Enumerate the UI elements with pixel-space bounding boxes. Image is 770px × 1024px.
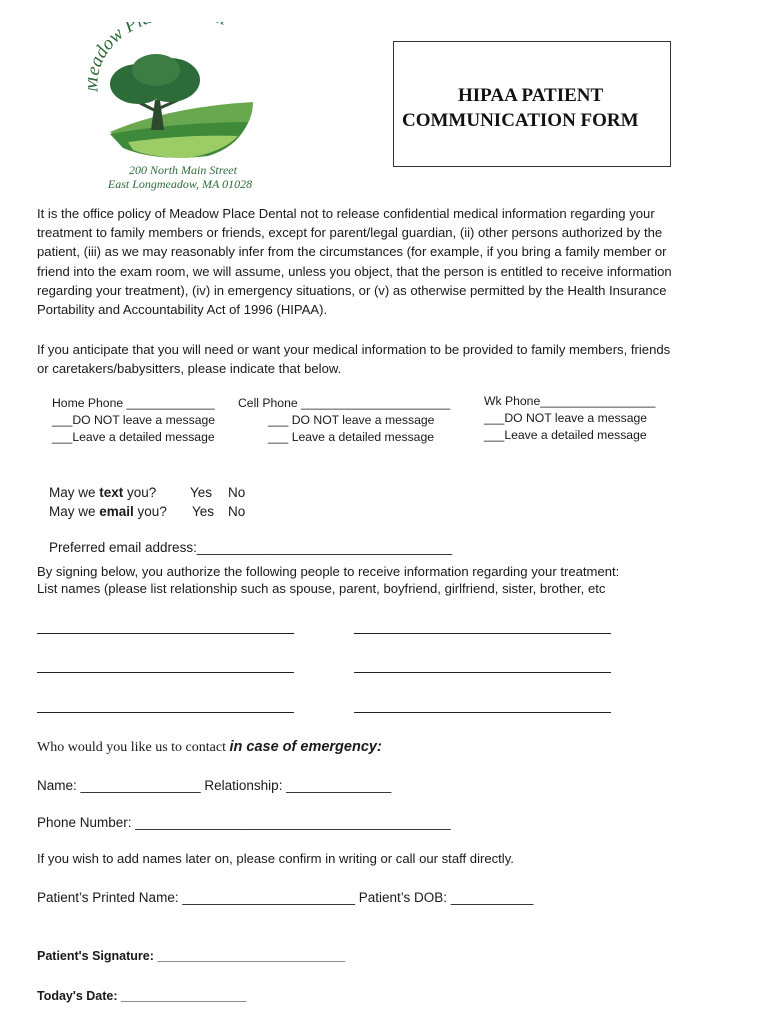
authorized-name-line-6[interactable] (354, 712, 611, 713)
text-pref-no[interactable]: No (228, 485, 246, 500)
form-title-box (393, 41, 671, 167)
authorize-line: List names (please list relationship such as spouse, parent, boyfriend, girlfriend, sister, brother, etc (37, 581, 606, 596)
anticipate-line: or caretakers/babysitters, please indicate that below. (37, 361, 342, 377)
email-pref-no[interactable]: No (228, 504, 246, 519)
policy-line: It is the office policy of Meadow Place Dental not to release confidential medical information regarding your (37, 206, 655, 221)
policy-line: regarding your treatment), (iv) in emergency situations, or (v) as otherwise permitted by the Health Insurance (37, 282, 667, 298)
email-pref-yes[interactable]: Yes (192, 504, 215, 519)
anticipate-paragraph (37, 340, 737, 378)
cell-phone-field[interactable]: Cell Phone ______________________ (238, 396, 451, 410)
emergency-emphasis: in case of emergency: (229, 739, 382, 755)
authorize-paragraph (37, 563, 619, 597)
authorized-name-line-1[interactable] (37, 633, 294, 634)
work-phone-field[interactable]: Wk Phone_________________ (484, 394, 656, 408)
emergency-phone-field[interactable]: Phone Number: __________________________________________ (37, 815, 451, 830)
form-title-line2: COMMUNICATION FORM (402, 110, 639, 131)
home-phone-block (52, 395, 215, 445)
logo-address-line1: 200 North Main Street (129, 163, 237, 177)
text-pref-question: May we text you? (49, 485, 157, 500)
home-no-message-option[interactable]: ___DO NOT leave a message (52, 412, 216, 427)
email-pref-emphasis: email (99, 504, 134, 519)
patient-signature-field[interactable]: Patient's Signature: ___________________________ (37, 949, 346, 963)
text-pref-yes[interactable]: Yes (190, 485, 213, 500)
email-pref-question: May we email you? (49, 504, 167, 519)
policy-line: patient, (iii) as we may reasonably infer from the circumstances (for example, if you bring a family member or (37, 244, 667, 260)
authorized-name-line-2[interactable] (354, 633, 611, 634)
text-pref-emphasis: text (99, 485, 124, 500)
authorized-name-line-3[interactable] (37, 672, 294, 673)
emergency-name-relationship-field[interactable]: Name: ________________ Relationship: ______________ (37, 778, 392, 793)
work-detailed-message-option[interactable]: ___Leave a detailed message (484, 427, 647, 442)
todays-date-field[interactable]: Today's Date: __________________ (37, 989, 247, 1003)
authorized-name-line-5[interactable] (37, 712, 294, 713)
add-names-later-note: If you wish to add names later on, please confirm in writing or call our staff directly. (37, 851, 514, 866)
cell-detailed-message-option[interactable]: ___ Leave a detailed message (268, 429, 435, 444)
authorized-name-line-4[interactable] (354, 672, 611, 673)
policy-line: friend into the exam room, we will assume, unless you object, that the person is entitled to receive information (37, 263, 672, 279)
practice-logo (88, 22, 278, 192)
logo-address-line2: East Longmeadow, MA 01028 (107, 177, 253, 191)
cell-phone-block (238, 395, 450, 445)
cell-no-message-option[interactable]: ___ DO NOT leave a message (268, 412, 435, 427)
work-phone-block (484, 393, 655, 443)
patient-name-dob-field[interactable]: Patient’s Printed Name: _______________________ Patient’s DOB: ___________ (37, 890, 534, 905)
home-detailed-message-option[interactable]: ___Leave a detailed message (52, 429, 215, 444)
work-no-message-option[interactable]: ___DO NOT leave a message (484, 410, 648, 425)
anticipate-line: If you anticipate that you will need or want your medical information to be provided to family members, friends (37, 342, 671, 357)
policy-paragraph (37, 204, 737, 319)
home-phone-field[interactable]: Home Phone _____________ (52, 396, 215, 410)
preferred-email-field[interactable]: Preferred email address:__________________________________ (49, 540, 453, 555)
policy-line: treatment to family members or friends, except for parent/legal guardian, (ii) other persons authorized by the (37, 225, 663, 241)
emergency-heading: Who would you like us to contact in case of emergency: (37, 739, 382, 755)
form-title-line1: HIPAA PATIENT (458, 85, 604, 106)
logo-brand-text: dow P (90, 22, 142, 62)
authorize-line: By signing below, you authorize the following people to receive information regarding your treatment: (37, 564, 620, 579)
policy-line: Portability and Accountability Act of 1996 (HIPAA). (37, 302, 328, 318)
